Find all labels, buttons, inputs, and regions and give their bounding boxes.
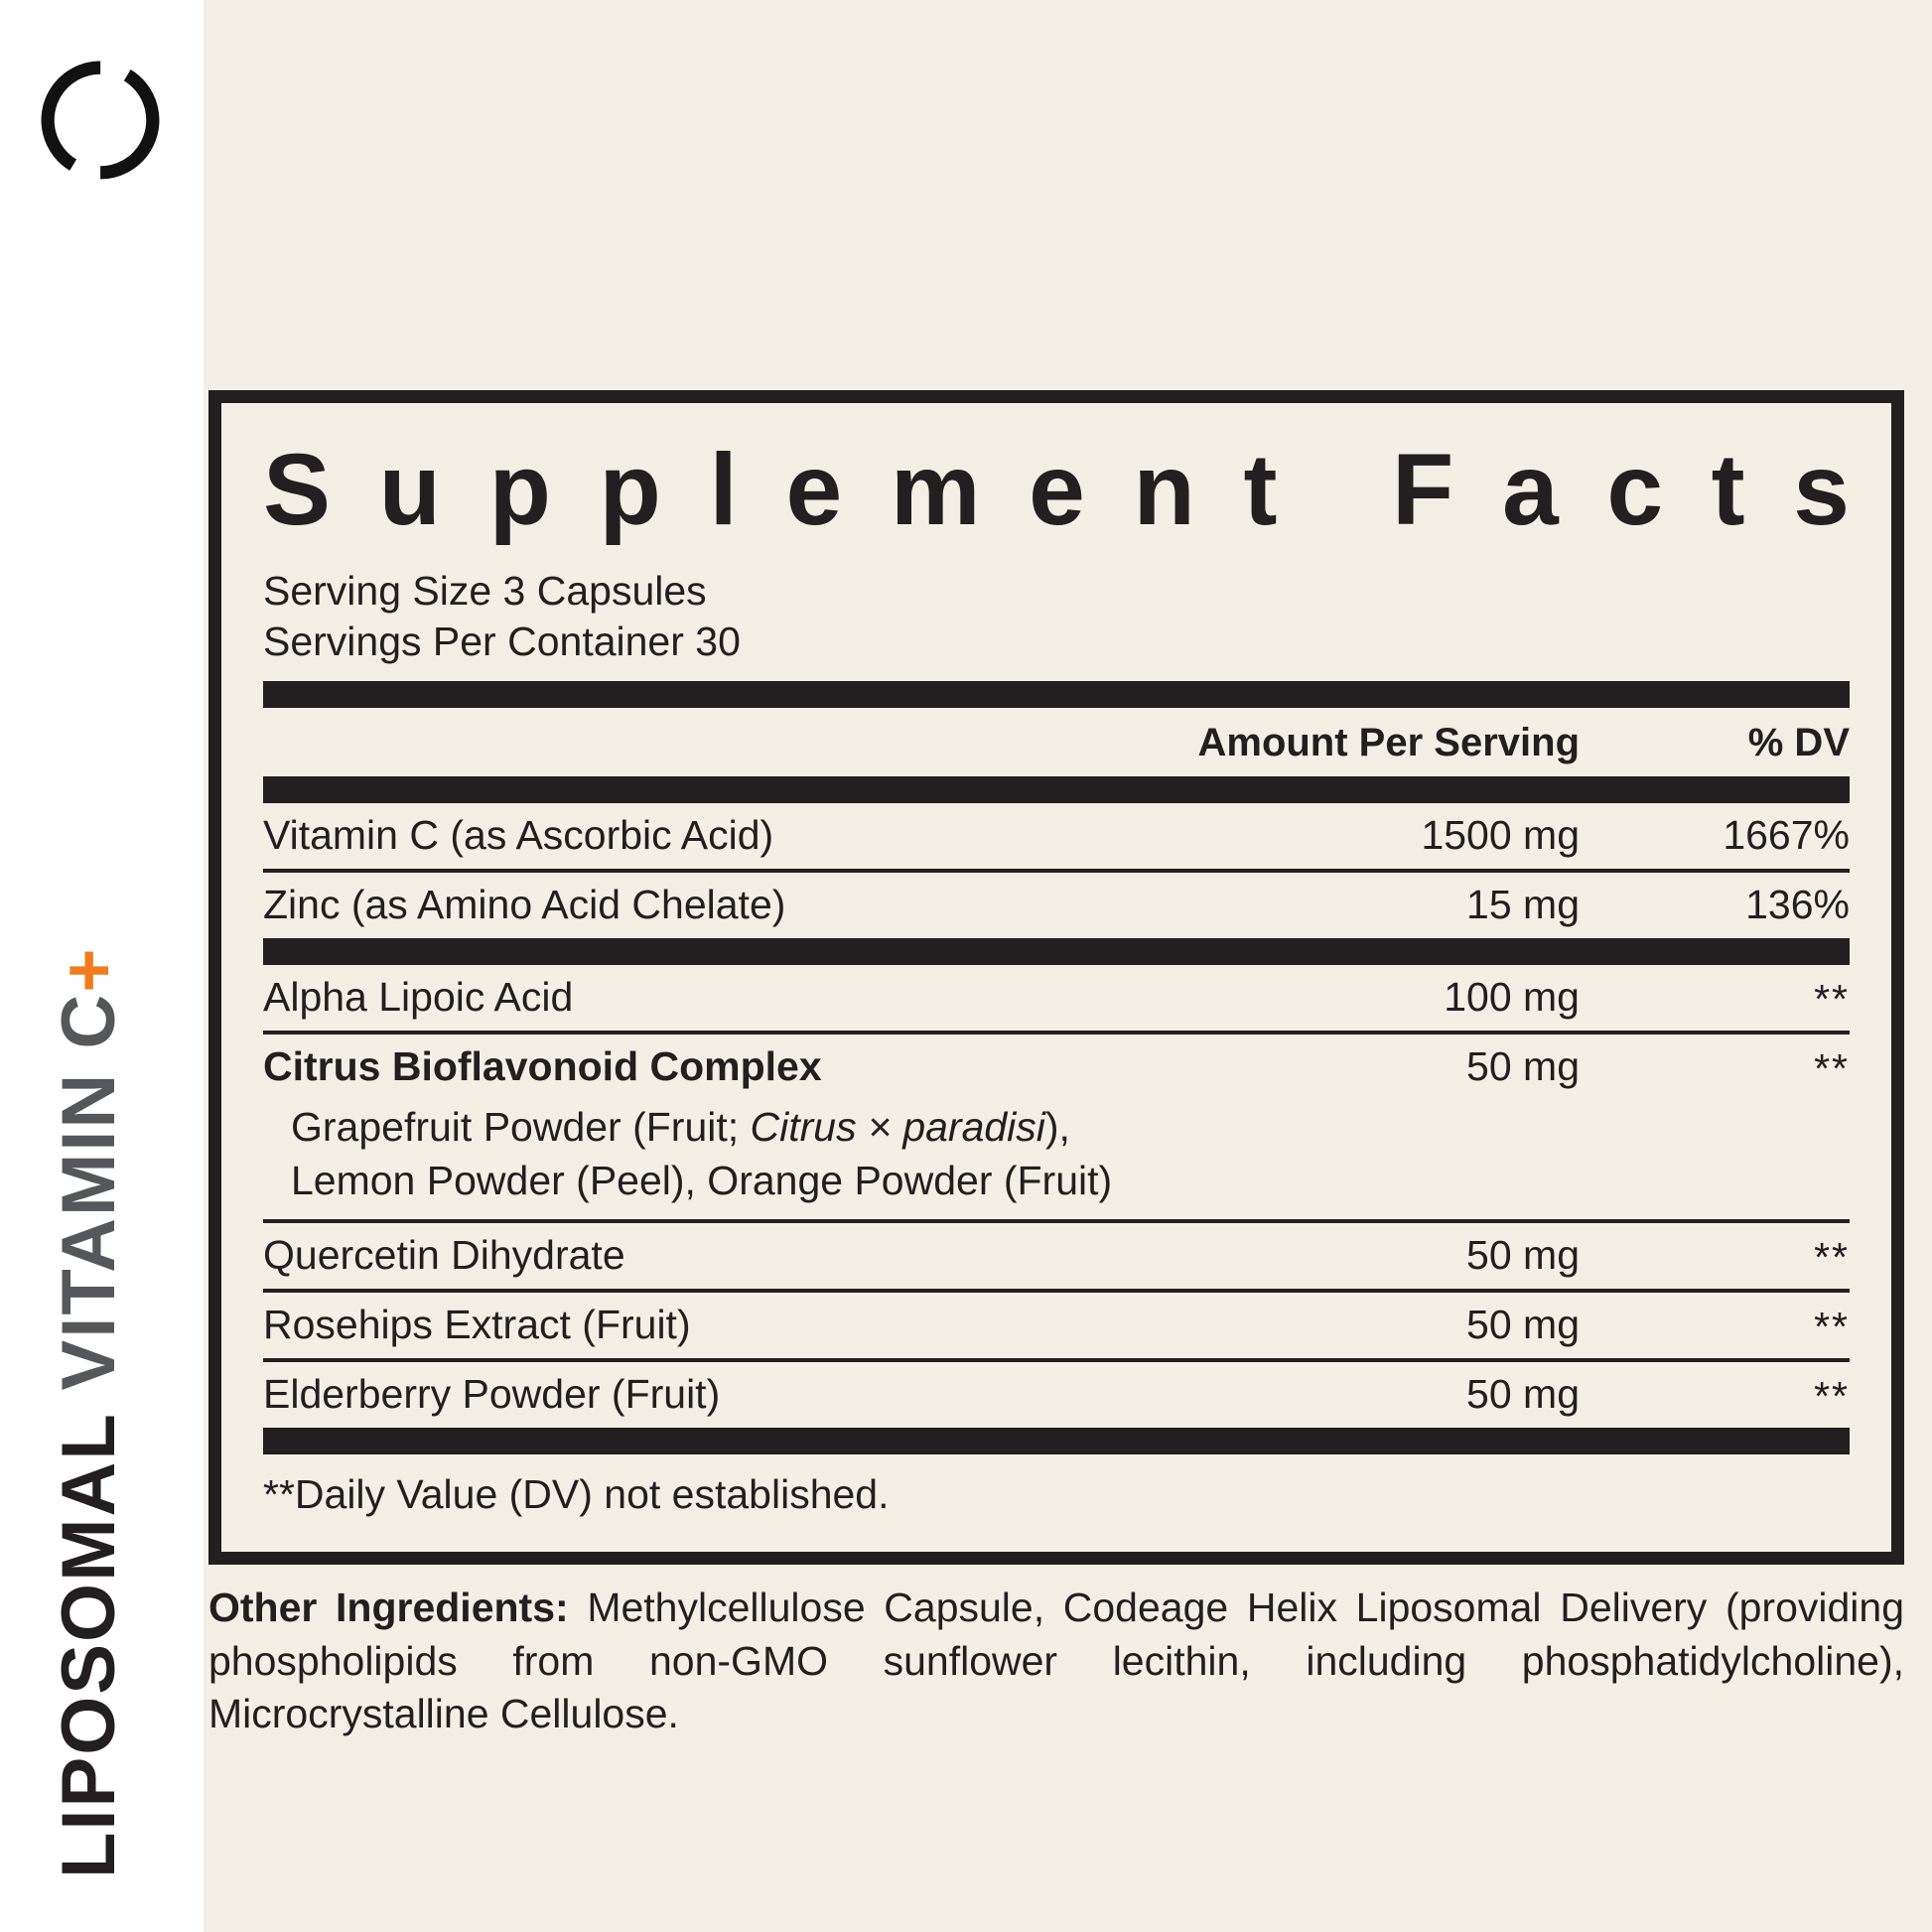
ingredient-row — [263, 1035, 1850, 1100]
column-header-dv: % DV — [1747, 720, 1850, 764]
product-name-vertical — [47, 946, 131, 1878]
column-header-row — [263, 708, 1850, 776]
other-ingredients-label: Other Ingredients: — [208, 1585, 569, 1631]
ingredient-amount: 50 mg — [1466, 1042, 1580, 1089]
ingredient-amount: 15 mg — [1466, 881, 1580, 927]
serving-size: Serving Size 3 Capsules — [263, 568, 707, 615]
broken-circle-logo-icon — [40, 60, 161, 181]
ingredient-dv: 1667% — [1723, 811, 1850, 858]
ingredient-row — [263, 1223, 1850, 1289]
panel-title: S u p p l e m e n t F a c t s — [263, 433, 1850, 546]
servings-per-container: Servings Per Container 30 — [263, 618, 741, 664]
sub-line-text: Grapefruit Powder (Fruit; — [291, 1103, 751, 1150]
ingredient-dv: ** — [1814, 1373, 1850, 1420]
ingredient-dv: 136% — [1745, 881, 1850, 927]
sub-line-text: ), — [1044, 1103, 1070, 1150]
ingredient-dv: ** — [1814, 1044, 1850, 1091]
ingredient-name: Vitamin C (as Ascorbic Acid) — [263, 811, 774, 858]
product-name-vitamin-c: VITAMIN C — [47, 992, 131, 1391]
label-content — [208, 390, 1904, 1740]
other-ingredients-text: Methylcellulose Capsule, Codeage Helix Liposomal Delivery (providing phospholipids from non-GMO sunflower lecithin, including phosphatidylcholine), Microcrystalline Cellulose. — [208, 1585, 1905, 1736]
ingredient-dv: ** — [1814, 975, 1850, 1022]
supplement-facts-panel — [208, 390, 1904, 1565]
ingredient-name: Alpha Lipoic Acid — [263, 973, 574, 1020]
ingredient-row — [263, 873, 1850, 938]
ingredient-name: Zinc (as Amino Acid Chelate) — [263, 881, 786, 927]
ingredient-row — [263, 965, 1850, 1031]
ingredient-sub-line — [291, 1100, 1850, 1154]
sub-line-latin-name: Citrus × paradisi — [750, 1103, 1045, 1150]
ingredient-name: Citrus Bioflavonoid Complex — [263, 1042, 822, 1089]
ingredient-amount: 1500 mg — [1421, 811, 1580, 858]
divider-bar-thick — [263, 938, 1850, 965]
ingredient-row — [263, 1293, 1850, 1358]
dv-footnote: **Daily Value (DV) not established. — [263, 1471, 890, 1518]
other-ingredients-paragraph — [208, 1582, 1904, 1740]
divider-bar-thick — [263, 681, 1850, 708]
column-header-amount: Amount Per Serving — [1197, 720, 1580, 764]
ingredient-name: Rosehips Extract (Fruit) — [263, 1302, 691, 1348]
ingredient-dv: ** — [1814, 1234, 1850, 1281]
ingredient-row — [263, 803, 1850, 869]
product-name-liposomal: LIPOSOMAL — [47, 1390, 131, 1878]
ingredient-sub-line: Lemon Powder (Peel), Orange Powder (Fruit) — [291, 1158, 1113, 1204]
ingredient-amount: 50 mg — [1466, 1232, 1580, 1279]
divider-bar-thick — [263, 1428, 1850, 1454]
ingredient-dv: ** — [1814, 1304, 1850, 1350]
ingredient-amount: 100 mg — [1444, 973, 1580, 1020]
ingredient-sub-lines — [263, 1100, 1850, 1219]
ingredient-name: Elderberry Powder (Fruit) — [263, 1371, 721, 1418]
ingredient-amount: 50 mg — [1466, 1302, 1580, 1348]
ingredient-name: Quercetin Dihydrate — [263, 1232, 625, 1279]
ingredient-row — [263, 1362, 1850, 1428]
divider-bar-thick — [263, 776, 1850, 803]
product-name-plus: + — [47, 946, 131, 993]
ingredient-amount: 50 mg — [1466, 1371, 1580, 1418]
